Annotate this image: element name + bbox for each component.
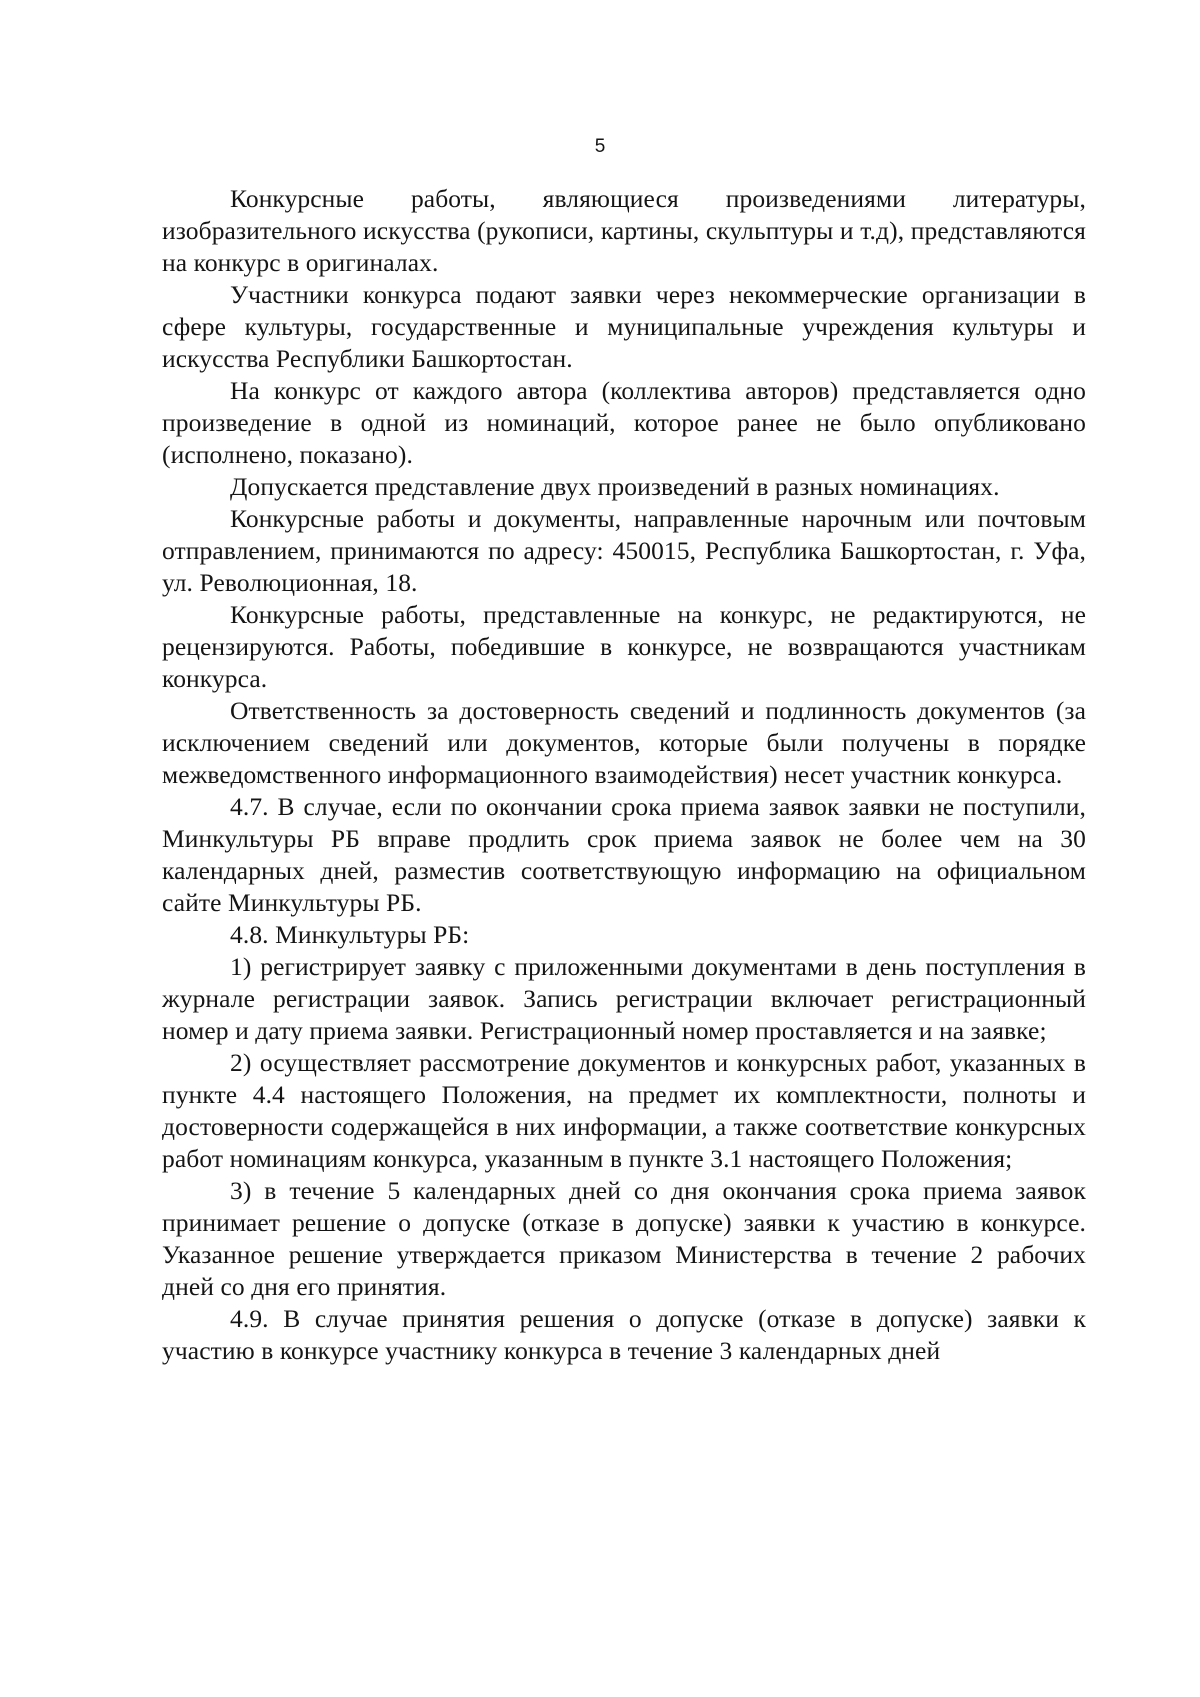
paragraph-item-2-review: 2) осуществляет рассмотрение документов и конкурсных работ, указанных в пункте 4.4 настоящего Положения, на предмет их комплектности, полноты и достоверности содержащейся в них информации, а также соответствие конкурсных работ номинациям конкурса, указанным в пункте 3.1 настоящего Положения; (162, 1048, 1086, 1173)
paragraph-clause-4-8: 4.8. Минкультуры РБ: (230, 920, 470, 949)
paragraph-submission-address: Конкурсные работы и документы, направленные нарочным или почтовым отправлением, принимаются по адресу: 450015, Республика Башкортостан, г. Уфа, ул. Революционная, 18. (162, 504, 1086, 597)
paragraph-competition-works-originals: Конкурсные работы, являющиеся произведениями литературы, изобразительного искусства (рукописи, картины, скульптуры и т.д), представляются на конкурс в оригиналах. (162, 184, 1086, 277)
paragraph-responsibility: Ответственность за достоверность сведений и подлинность документов (за исключением сведений или документов, которые были получены в порядке межведомственного информационного взаимодействия) несет участник конкурса. (162, 696, 1086, 789)
page-number: 5 (594, 136, 606, 157)
document-body (162, 183, 1086, 1367)
paragraph-item-3-decision: 3) в течение 5 календарных дней со дня окончания срока приема заявок принимает решение о допуске (отказе в допуске) заявки к участию в конкурсе. Указанное решение утверждается приказом Министерства в течение 2 рабочих дней со дня его принятия. (162, 1176, 1086, 1301)
paragraph-one-work-per-author: На конкурс от каждого автора (коллектива авторов) представляется одно произведение в одной из номинаций, которое ранее не было опубликовано (исполнено, показано). (162, 376, 1086, 469)
paragraph-clause-4-9: 4.9. В случае принятия решения о допуске (отказе в допуске) заявки к участию в конкурсе участнику конкурса в течение 3 календарных дней (162, 1304, 1086, 1365)
paragraph-participants-submit: Участники конкурса подают заявки через некоммерческие организации в сфере культуры, государственные и муниципальные учреждения культуры и искусства Республики Башкортостан. (162, 280, 1086, 373)
paragraph-clause-4-7: 4.7. В случае, если по окончании срока приема заявок заявки не поступили, Минкультуры РБ вправе продлить срок приема заявок не более чем на 30 календарных дней, разместив соответствующую информацию на официальном сайте Минкультуры РБ. (162, 792, 1086, 917)
paragraph-not-edited: Конкурсные работы, представленные на конкурс, не редактируются, не рецензируются. Работы, победившие в конкурсе, не возвращаются участникам конкурса. (162, 600, 1086, 693)
paragraph-item-1-registration: 1) регистрирует заявку с приложенными документами в день поступления в журнале регистрации заявок. Запись регистрации включает регистрационный номер и дату приема заявки. Регистрационный номер проставляется и на заявке; (162, 952, 1086, 1045)
paragraph-two-works-allowed: Допускается представление двух произведений в разных номинациях. (230, 472, 1000, 501)
